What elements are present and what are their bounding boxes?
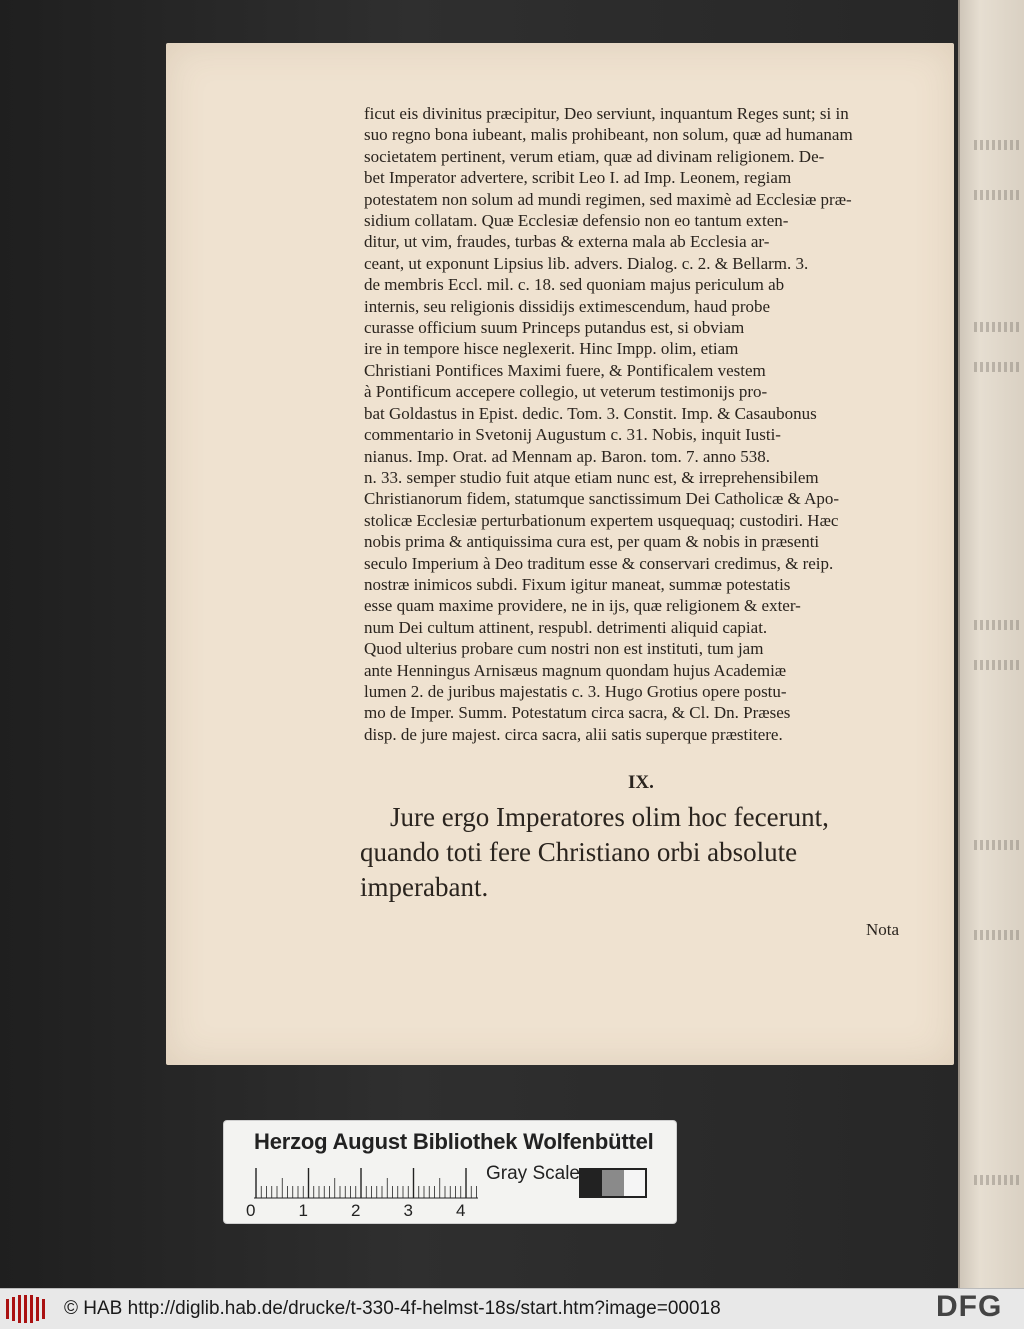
text-line: ficut eis divinitus præcipitur, Deo serviunt, inquantum Reges sunt; si in — [364, 104, 849, 123]
ruler-numbers — [246, 1201, 486, 1221]
text-line: nianus. Imp. Orat. ad Mennam ap. Baron. tom. 7. anno 538. — [364, 446, 771, 466]
text-line: suo regno bona iubeant, malis prohibeant, non solum, quæ ad humanam — [364, 125, 853, 145]
text-line: internis, seu religionis dissidijs extimescendum, haud probe — [364, 296, 771, 316]
edge-text-fragment — [974, 190, 1022, 200]
text-line: num Dei cultum attinent, respubl. detrimenti aliquid capiat. — [364, 617, 768, 637]
text-line: n. 33. semper studio fuit atque etiam nunc est, & irreprehensibilem — [364, 467, 819, 487]
text-line: ceant, ut exponunt Lipsius lib. advers. Dialog. c. 2. & Bellarm. 3. — [364, 253, 809, 273]
large-text-line: quando toti fere Christiano orbi absolute — [360, 837, 798, 867]
text-line: societatem pertinent, verum etiam, quæ ad divinam religionem. De- — [364, 146, 825, 166]
text-line: potestatem non solum ad mundi regimen, sed maximè ad Ecclesiæ præ- — [364, 189, 852, 209]
copyright-link[interactable]: © HAB http://diglib.hab.de/drucke/t-330-4f-helmst-18s/start.htm?image=00018 — [64, 1298, 721, 1319]
measurement-ruler — [254, 1165, 478, 1199]
edge-text-fragment — [974, 362, 1022, 372]
edge-text-fragment — [974, 930, 1022, 940]
ruler-number: 0 — [246, 1201, 256, 1220]
dfg-logo: DFG — [936, 1290, 1003, 1323]
text-line: Christiani Pontifices Maximi fuere, & Pontificalem vestem — [364, 360, 766, 380]
text-line: ante Henningus Arnisæus magnum quondam hujus Academiæ — [364, 660, 787, 680]
page-body-text — [364, 103, 904, 745]
text-line: de membris Eccl. mil. c. 18. sed quoniam majus periculum ab — [364, 275, 785, 295]
text-line: commentario in Svetonij Augustum c. 31. Nobis, inquit Iusti- — [364, 425, 781, 445]
text-line: nostræ inimicos subdi. Fixum igitur maneat, summæ potestatis — [364, 574, 791, 594]
book-page — [166, 43, 954, 1065]
ruler-number: 2 — [351, 1201, 361, 1220]
swatch-black — [581, 1170, 602, 1196]
edge-text-fragment — [974, 1175, 1022, 1185]
text-line: sidium collatam. Quæ Ecclesiæ defensio non eo tantum exten- — [364, 211, 789, 231]
text-line: lumen 2. de juribus majestatis c. 3. Hugo Grotius opere postu- — [364, 681, 787, 701]
text-line: bet Imperator advertere, scribit Leo I. ad Imp. Leonem, regiam — [364, 168, 792, 188]
section-number: IX. — [628, 772, 654, 793]
text-line: à Pontificum accepere collegio, ut veterum testimonijs pro- — [364, 382, 768, 402]
edge-text-fragment — [974, 140, 1022, 150]
text-line: mo de Imper. Summ. Potestatum circa sacra, & Cl. Dn. Præses — [364, 703, 791, 723]
library-name: Herzog August Bibliothek Wolfenbüttel — [254, 1129, 654, 1154]
catchword: Nota — [866, 920, 900, 939]
text-line: Quod ulterius probare cum nostri non est instituti, tum jam — [364, 639, 764, 659]
text-line: esse quam maxime providere, ne in ijs, quæ religionem & exter- — [364, 596, 801, 616]
large-text-line: imperabant. — [360, 872, 489, 902]
text-line: disp. de jure majest. circa sacra, alii satis superque præstitere. — [364, 724, 783, 744]
page-large-text — [360, 800, 920, 905]
text-line: ditur, ut vim, fraudes, turbas & externa mala ab Ecclesia ar- — [364, 232, 770, 252]
text-line: stolicæ Ecclesiæ perturbationum expertem usquequaq; custodiri. Hæc — [364, 510, 839, 530]
gray-scale-swatches — [579, 1168, 647, 1198]
ruler-number: 3 — [403, 1201, 413, 1220]
text-line: bat Goldastus in Epist. dedic. Tom. 3. Constit. Imp. & Casaubonus — [364, 403, 817, 423]
text-line: Christianorum fidem, statumque sanctissimum Dei Catholicæ & Apo- — [364, 489, 840, 509]
viewer-footer — [0, 1288, 1024, 1329]
text-line: nobis prima & antiquissima cura est, per quam & nobis in præsenti — [364, 532, 820, 552]
edge-text-fragment — [974, 322, 1022, 332]
text-line: seculo Imperium à Deo traditum esse & conservari credimus, & reip. — [364, 553, 834, 573]
ruler-number: 1 — [298, 1201, 308, 1220]
edge-text-fragment — [974, 840, 1022, 850]
text-line: curasse officium suum Princeps putandus est, si obviam — [364, 318, 745, 338]
ruler-number: 4 — [456, 1201, 466, 1220]
large-text-line: Jure ergo Imperatores olim hoc fecerunt, — [390, 802, 829, 832]
edge-text-fragment — [974, 620, 1022, 630]
edge-text-fragment — [974, 660, 1022, 670]
swatch-white — [624, 1170, 645, 1196]
adjacent-page-edge — [958, 0, 1024, 1288]
hab-logo-icon — [6, 1295, 48, 1323]
library-label-card — [224, 1121, 676, 1223]
text-line: ire in tempore hisce neglexerit. Hinc Impp. olim, etiam — [364, 339, 739, 359]
swatch-gray — [602, 1170, 623, 1196]
gray-scale-label: Gray Scale — [486, 1163, 580, 1184]
